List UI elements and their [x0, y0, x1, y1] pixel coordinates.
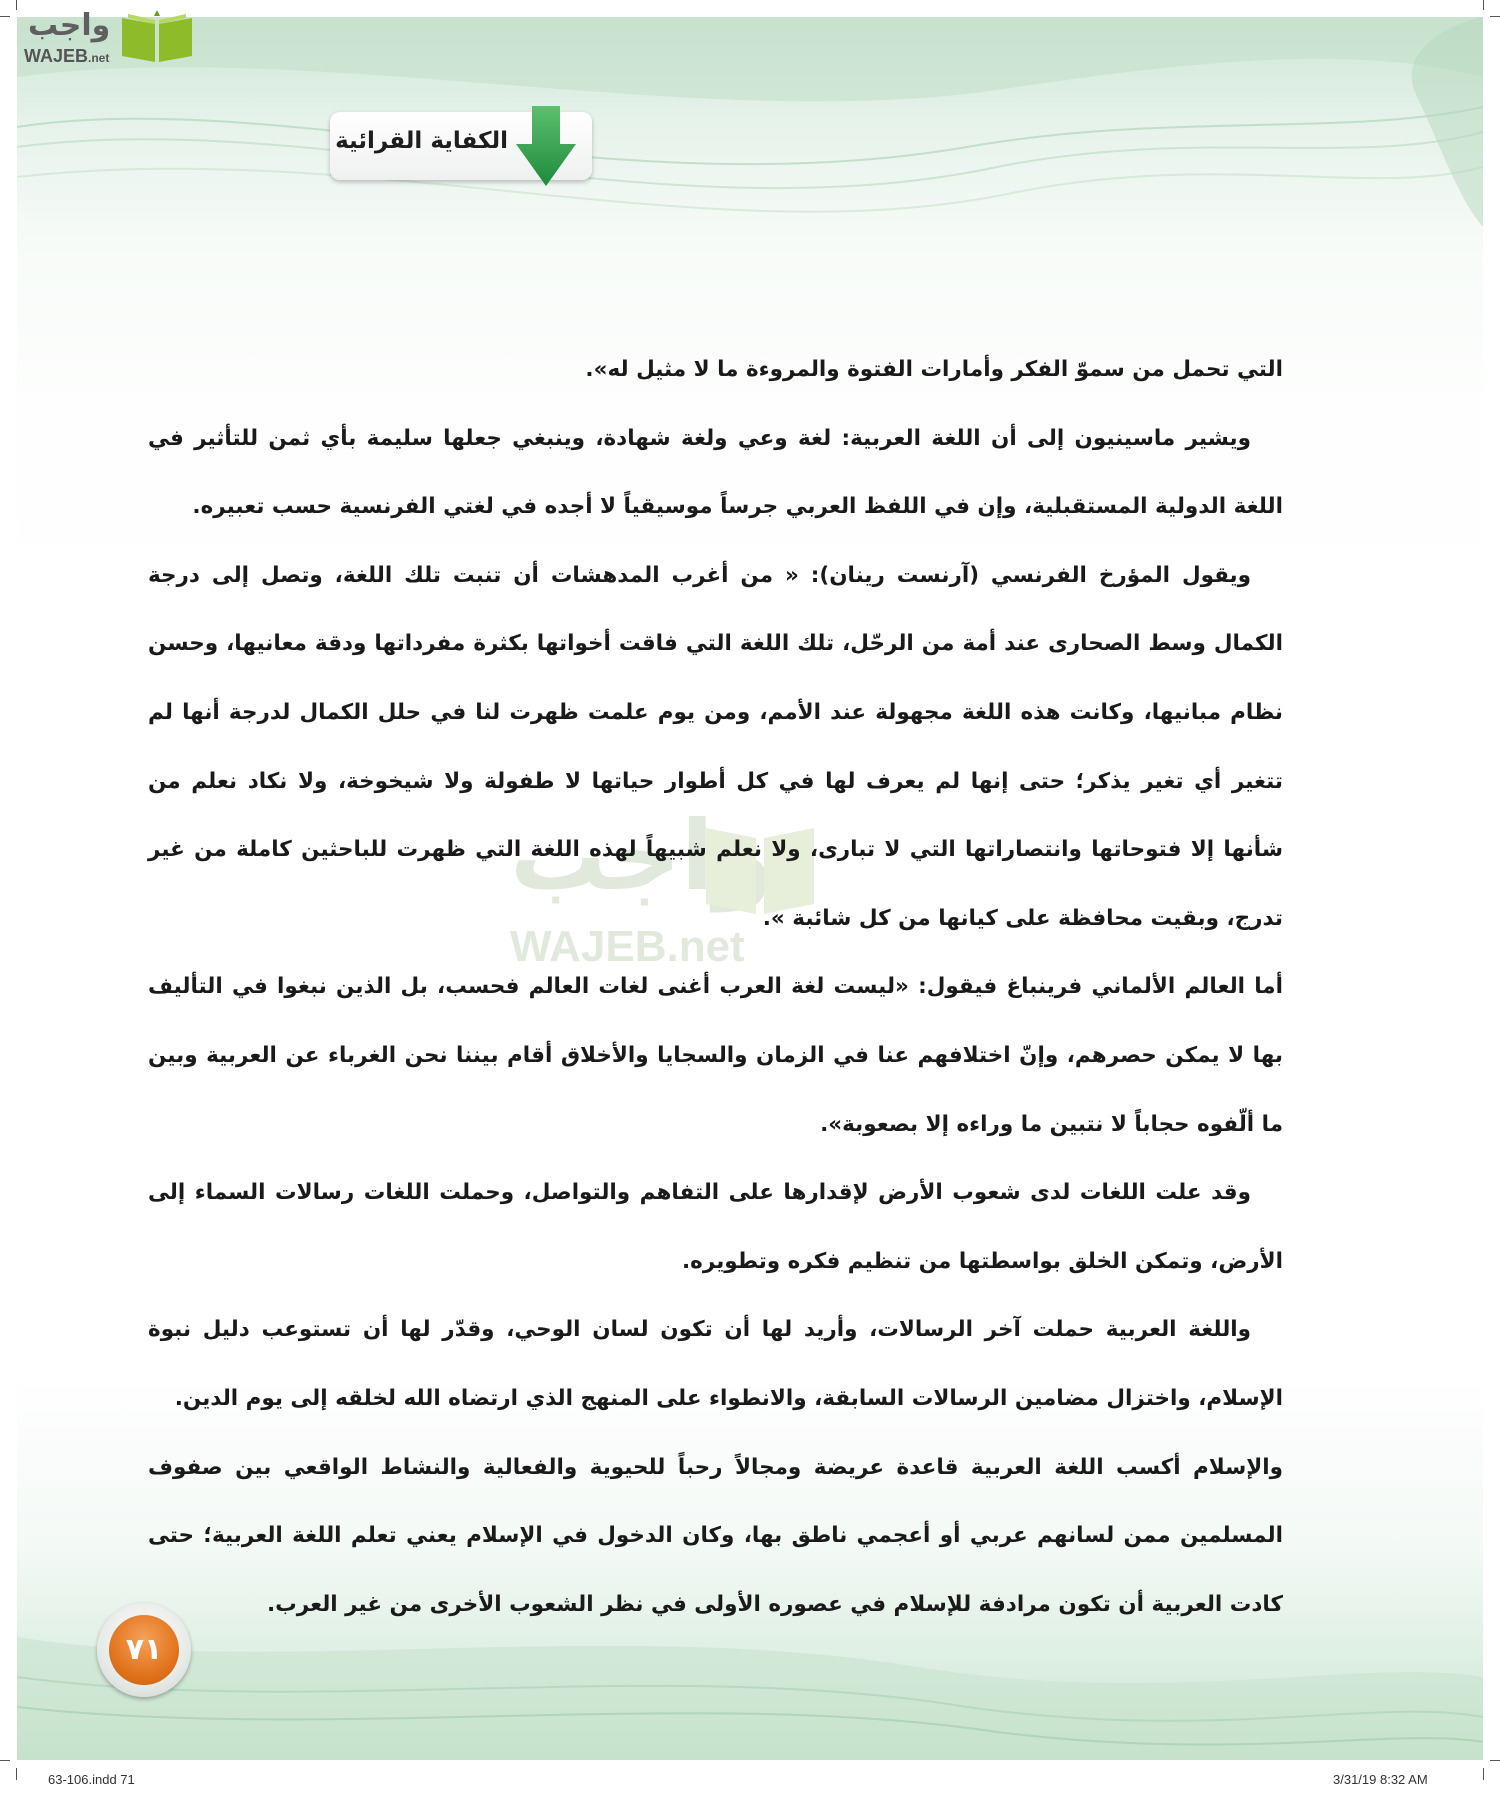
- body-text: [148, 336, 1283, 1639]
- crop-mark: [1490, 16, 1500, 17]
- paragraph-1: التي تحمل من سموّ الفكر وأمارات الفتوة والمروءة ما لا مثيل له».: [585, 357, 1283, 382]
- logo-latin-main: WAJEB: [24, 46, 89, 66]
- down-arrow-icon: [514, 106, 578, 188]
- paragraph-4: أما العالم الألماني فرينباغ فيقول: «ليست لغة العرب أغنى لغات العالم فحسب، بل الذين نبغوا في التأليف بها لا يمكن حصرهم، وإنّ اختلافهم عنا في الزمان والسجايا والأخلاق أقام بيننا نحن الغرباء عن العربية وبين ما ألّفوه حجاباً لا نتبين ما وراءه إلا بصعوبة».: [148, 974, 1283, 1137]
- page-number-badge: [97, 1603, 191, 1697]
- logo-arabic-text: واجب: [28, 8, 111, 43]
- paragraph-7: والإسلام أكسب اللغة العربية قاعدة عريضة ومجالاً رحباً للحيوية والفعالية والنشاط الواقعي بين صفوف المسلمين ممن لسانهم عربي أو أعجمي ناطق بها، وكان الدخول في الإسلام يعني تعلم اللغة العربية؛ حتى كادت العربية أن تكون مرادفة للإسلام في عصوره الأولى في نظر الشعوب الأخرى من غير العرب.: [148, 1454, 1283, 1617]
- crop-mark: [1490, 1760, 1500, 1761]
- footer-timestamp: 3/31/19 8:32 AM: [1333, 1772, 1428, 1787]
- paragraph-6: واللغة العربية حملت آخر الرسالات، وأريد لها أن تكون لسان الوحي، وقدّر لها أن تستوعب دليل نبوة الإسلام، واختزال مضامين الرسالات السابقة، والانطواء على المنهج الذي ارتضاه الله لخلقه إلى يوم الدين.: [148, 1317, 1283, 1411]
- paragraph-2: ويشير ماسينيون إلى أن اللغة العربية: لغة وعي ولغة شهادة، وينبغي جعلها سليمة بأي ثمن للتأثير في اللغة الدولية المستقبلية، وإن في اللفظ العربي جرساً موسيقياً لا أجده في لغتي الفرنسية حسب تعبيره.: [148, 425, 1283, 520]
- crop-mark: [0, 16, 10, 17]
- logo-latin-text: [24, 46, 109, 67]
- paragraph-3: ويقول المؤرخ الفرنسي (آرنست رينان): « من أغرب المدهشات أن تنبت تلك اللغة، وتصل إلى درجة الكمال وسط الصحارى عند أمة من الرحّل، تلك اللغة التي فاقت أخواتها بكثرة مفرداتها ودقة معانيها، وحسن نظام مبانيها، وكانت هذه اللغة مجهولة عند الأمم، ومن يوم علمت ظهرت لنا في حلل الكمال لدرجة أنها لم تتغير أي تغير يذكر؛ حتى إنها لم يعرف لها في كل أطوار حياتها لا طفولة ولا شيخوخة، ولا نكاد نعلم من شأنها إلا فتوحاتها وانتصاراتها التي لا تبارى، ولا نعلم شبيهاً لهذه اللغة التي ظهرت للباحثين كاملة من غير تدرج، وبقيت محافظة على كيانها من كل شائبة ».: [148, 562, 1283, 931]
- crop-mark: [1483, 0, 1484, 10]
- section-title: الكفاية القرائية: [335, 128, 508, 154]
- paragraph-5: وقد علت اللغات لدى شعوب الأرض لإقدارها على التفاهم والتواصل، وحملت اللغات رسالات السماء إلى الأرض، وتمكن الخلق بواسطتها من تنظيم فكره وتطويره.: [148, 1180, 1283, 1274]
- logo-latin-suffix: .net: [88, 51, 110, 65]
- footer-file-info: 63-106.indd 71: [48, 1772, 135, 1787]
- section-header: [330, 112, 592, 180]
- book-icon: [118, 8, 196, 66]
- crop-mark: [0, 1760, 10, 1761]
- page-number: ٧١: [109, 1615, 179, 1685]
- wajeb-logo: [10, 6, 190, 68]
- crop-mark: [16, 1768, 17, 1780]
- crop-mark: [1483, 1768, 1484, 1780]
